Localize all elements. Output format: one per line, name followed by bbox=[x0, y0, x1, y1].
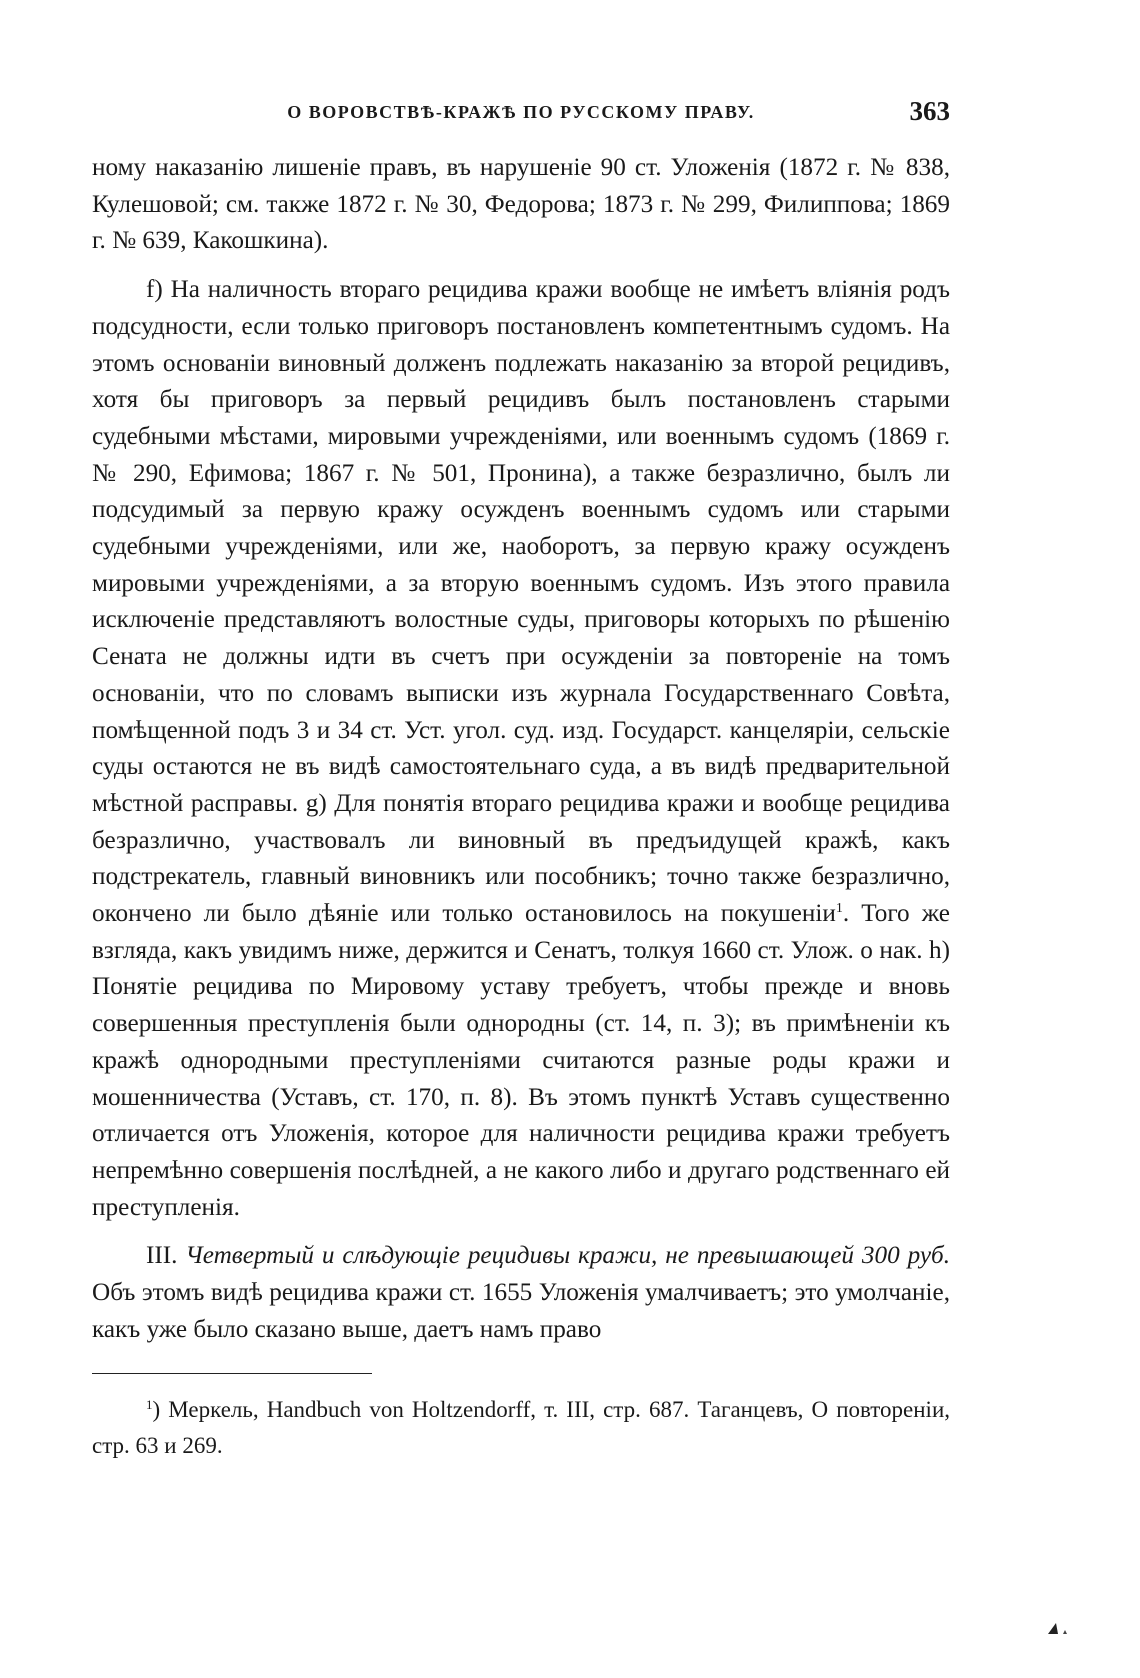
section-iii-text: Объ этомъ видѣ рецидива кражи ст. 1655 Уложенія умалчиваетъ; это умолчаніе, какъ уже было сказано выше, даетъ намъ право bbox=[92, 1279, 950, 1343]
footnote-text: ) Меркель, Handbuch von Holtzendorff, т. III, стр. 687. Таганцевъ, О повтореніи, стр. 63 и 269. bbox=[92, 1396, 950, 1458]
section-number: III. bbox=[146, 1242, 186, 1270]
paragraph-f-tail: . Того же взгляда, какъ увидимъ ниже, держится и Сенатъ, толкуя 1660 ст. Улож. о нак. h) Понятіе рецидива по Мировому уставу требуетъ, чтобы прежде и вновь совершенныя преступленія были однородны (ст. 14, п. 3); въ примѣненіи къ кражѣ однородными преступленіями считаются разные роды кражи и мошенничества (Уставъ, ст. 170, п. 8). Въ этомъ пунктѣ Уставъ существенно отличается отъ Уложенія, которое для наличности рецидива кражи требуетъ непремѣнно совершенія послѣдней, а не какого либо и другаго родственнаго ей преступленія. bbox=[92, 900, 950, 1221]
footnote-marker: 1 bbox=[146, 1396, 153, 1412]
running-title: О ВОРОВСТВѢ-КРАЖѢ ПО РУССКОМУ ПРАВУ. bbox=[287, 102, 755, 122]
paragraph-section-iii bbox=[92, 1238, 950, 1348]
body-text bbox=[92, 150, 950, 1349]
page-header bbox=[92, 96, 950, 136]
paragraph-continuation: ному наказанію лишеніе правъ, въ нарушеніе 90 ст. Уложенія (1872 г. № 838, Кулешовой; см. также 1872 г. № 30, Федорова; 1873 г. № 299, Филиппова; 1869 г. № 639, Какошкина). bbox=[92, 154, 950, 255]
paragraph-f-text: f) На наличность втораго рецидива кражи вообще не имѣетъ вліянія родъ подсудности, если только приговоръ постановленъ компетентнымъ судомъ. На этомъ основаніи виновный долженъ подлежать наказанію за второй рецидивъ, хотя бы приговоръ за первый рецидивъ былъ постановленъ старыми судебными мѣстами, мировыми учрежденіями, или военнымъ судомъ (1869 г. № 290, Ефимова; 1867 г. № 501, Пронина), а также безразлично, былъ ли подсудимый за первую кражу осужденъ военнымъ судомъ или старыми судебными учрежденіями, или же, наоборотъ, за первую кражу осужденъ мировыми учрежденіями, а за вторую военнымъ судомъ. Изъ этого правила исключеніе представляютъ волостные суды, приговоры которыхъ по рѣшенію Сената не должны идти въ счетъ при осужденіи за повтореніе на томъ основаніи, что по словамъ выписки изъ журнала Государственнаго Совѣта, помѣщенной подъ 3 и 34 ст. Уст. угол. суд. изд. Государст. канцеляріи, сельскіе суды остаются не въ видѣ самостоятельнаго суда, а въ видѣ предварительной мѣстной расправы. g) Для понятія втораго рецидива кражи и вообще рецидива безразлично, участвовалъ ли виновный въ предъидущей кражѣ, какъ подстрекатель, главный виновникъ или пособникъ; точно также безразлично, окончено ли было дѣяніе или только остановилось на покушеніи bbox=[92, 276, 950, 928]
scan-artifact-icon bbox=[1046, 1620, 1070, 1636]
section-heading: Четвертый и слѣдующіе рецидивы кражи, не превышающей 300 руб. bbox=[185, 1242, 951, 1270]
paragraph-f bbox=[92, 272, 950, 1226]
book-page bbox=[92, 96, 950, 1464]
page-number: 363 bbox=[909, 96, 950, 126]
footnote-divider bbox=[92, 1373, 372, 1374]
footnote bbox=[92, 1392, 950, 1464]
footnote-reference: 1 bbox=[835, 901, 843, 917]
